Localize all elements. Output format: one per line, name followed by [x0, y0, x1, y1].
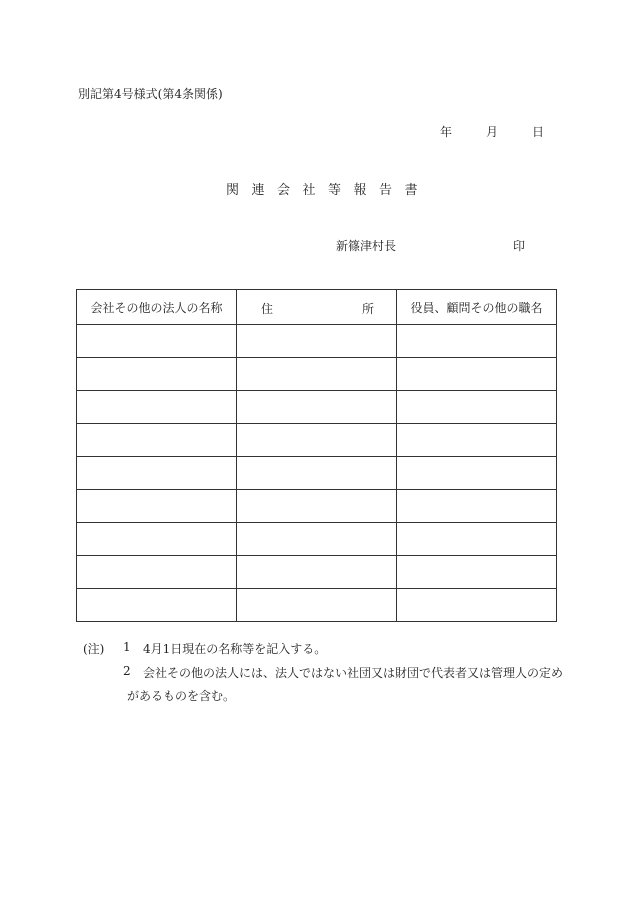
date-month: 月: [486, 125, 499, 139]
address-cell[interactable]: [237, 424, 397, 457]
position-cell[interactable]: [397, 589, 557, 622]
company-name-cell[interactable]: [77, 490, 237, 523]
address-cell[interactable]: [237, 457, 397, 490]
position-cell[interactable]: [397, 391, 557, 424]
position-cell[interactable]: [397, 523, 557, 556]
table-row: [77, 325, 557, 358]
date-line: [440, 123, 544, 140]
date-day: 日: [532, 125, 545, 139]
address-cell[interactable]: [237, 325, 397, 358]
table-row: [77, 391, 557, 424]
report-table: [76, 289, 557, 622]
company-name-cell[interactable]: [77, 358, 237, 391]
seal-mark: 印: [513, 239, 526, 253]
position-cell[interactable]: [397, 325, 557, 358]
address-cell[interactable]: [237, 556, 397, 589]
company-name-cell[interactable]: [77, 424, 237, 457]
note-text-continuation: があるものを含む。: [127, 689, 236, 703]
address-cell[interactable]: [237, 391, 397, 424]
company-name-cell[interactable]: [77, 457, 237, 490]
note-number: 1: [123, 640, 131, 654]
table-row: [77, 457, 557, 490]
company-name-cell[interactable]: [77, 325, 237, 358]
table-row: [77, 523, 557, 556]
address-cell[interactable]: [237, 523, 397, 556]
address-cell[interactable]: [237, 589, 397, 622]
table-row: [77, 358, 557, 391]
table-header-row: [77, 290, 557, 325]
note-number: 2: [123, 664, 131, 678]
note-text: 会社その他の法人には、法人ではない社団又は財団で代表者又は管理人の定め: [143, 666, 564, 680]
company-name-cell[interactable]: [77, 556, 237, 589]
address-cell[interactable]: [237, 358, 397, 391]
table-row: [77, 589, 557, 622]
position-cell[interactable]: [397, 457, 557, 490]
header-address-part-2: 所: [362, 302, 375, 316]
address-cell[interactable]: [237, 490, 397, 523]
form-label: 別記第4号様式(第4条関係): [78, 87, 223, 101]
header-position: 役員、顧問その他の職名: [397, 290, 557, 325]
header-address: [237, 290, 397, 325]
company-name-cell[interactable]: [77, 391, 237, 424]
company-name-cell[interactable]: [77, 523, 237, 556]
header-company-name: 会社その他の法人の名称: [77, 290, 237, 325]
header-address-part-1: 住: [261, 302, 274, 316]
date-year: 年: [440, 125, 453, 139]
addressee: 新篠津村長: [336, 239, 397, 253]
table-row: [77, 490, 557, 523]
document-title: 関連会社等報告書: [226, 183, 431, 198]
position-cell[interactable]: [397, 424, 557, 457]
note-text: 4月1日現在の名称等を記入する。: [143, 642, 327, 656]
company-name-cell[interactable]: [77, 589, 237, 622]
position-cell[interactable]: [397, 490, 557, 523]
position-cell[interactable]: [397, 358, 557, 391]
table-row: [77, 424, 557, 457]
table-row: [77, 556, 557, 589]
notes-prefix: (注): [83, 642, 105, 656]
position-cell[interactable]: [397, 556, 557, 589]
